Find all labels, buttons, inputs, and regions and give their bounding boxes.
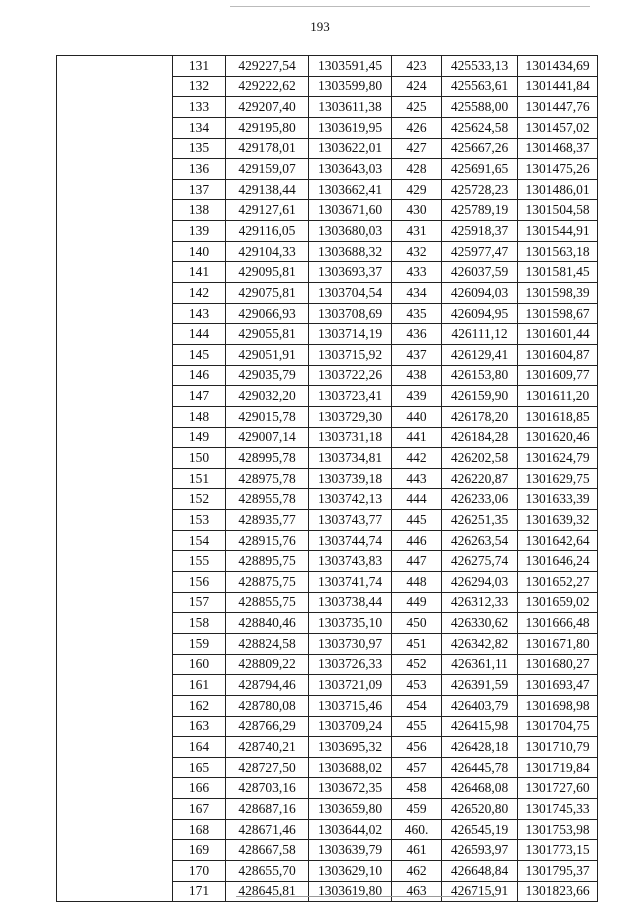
- x-coordinate-cell: 425789,19: [442, 200, 518, 221]
- x-coordinate-cell: 426715,91: [442, 881, 518, 902]
- y-coordinate-cell: 1303734,81: [309, 448, 392, 469]
- y-coordinate-cell: 1301680,27: [518, 654, 598, 675]
- point-number-cell: 453: [392, 675, 442, 696]
- point-number-cell: 134: [173, 117, 226, 138]
- y-coordinate-cell: 1301666,48: [518, 613, 598, 634]
- x-coordinate-cell: 428840,46: [226, 613, 309, 634]
- point-number-cell: 136: [173, 159, 226, 180]
- y-coordinate-cell: 1303731,18: [309, 427, 392, 448]
- point-number-cell: 139: [173, 221, 226, 242]
- x-coordinate-cell: 426220,87: [442, 468, 518, 489]
- y-coordinate-cell: 1303722,26: [309, 365, 392, 386]
- point-number-cell: 445: [392, 510, 442, 531]
- x-coordinate-cell: 425533,13: [442, 56, 518, 77]
- y-coordinate-cell: 1301652,27: [518, 572, 598, 593]
- y-coordinate-cell: 1303671,60: [309, 200, 392, 221]
- point-number-cell: 164: [173, 737, 226, 758]
- point-number-cell: 159: [173, 633, 226, 654]
- point-number-cell: 157: [173, 592, 226, 613]
- y-coordinate-cell: 1303738,44: [309, 592, 392, 613]
- x-coordinate-cell: 426468,08: [442, 778, 518, 799]
- y-coordinate-cell: 1301698,98: [518, 695, 598, 716]
- y-coordinate-cell: 1301434,69: [518, 56, 598, 77]
- x-coordinate-cell: 429095,81: [226, 262, 309, 283]
- y-coordinate-cell: 1303723,41: [309, 386, 392, 407]
- bottom-rule: [236, 896, 496, 897]
- y-coordinate-cell: 1301618,85: [518, 406, 598, 427]
- point-number-cell: 444: [392, 489, 442, 510]
- y-coordinate-cell: 1303688,02: [309, 757, 392, 778]
- point-number-cell: 153: [173, 510, 226, 531]
- x-coordinate-cell: 429032,20: [226, 386, 309, 407]
- x-coordinate-cell: 426312,33: [442, 592, 518, 613]
- point-number-cell: 144: [173, 324, 226, 345]
- y-coordinate-cell: 1303680,03: [309, 221, 392, 242]
- point-number-cell: 169: [173, 840, 226, 861]
- point-number-cell: 152: [173, 489, 226, 510]
- y-coordinate-cell: 1301693,47: [518, 675, 598, 696]
- point-number-cell: 146: [173, 365, 226, 386]
- y-coordinate-cell: 1303619,95: [309, 117, 392, 138]
- point-number-cell: 457: [392, 757, 442, 778]
- y-coordinate-cell: 1303741,74: [309, 572, 392, 593]
- point-number-cell: 167: [173, 799, 226, 820]
- y-coordinate-cell: 1301441,84: [518, 76, 598, 97]
- point-number-cell: 168: [173, 819, 226, 840]
- y-coordinate-cell: 1303662,41: [309, 179, 392, 200]
- point-number-cell: 440: [392, 406, 442, 427]
- y-coordinate-cell: 1303695,32: [309, 737, 392, 758]
- x-coordinate-cell: 428727,50: [226, 757, 309, 778]
- x-coordinate-cell: 426202,58: [442, 448, 518, 469]
- x-coordinate-cell: 426263,54: [442, 530, 518, 551]
- coordinates-table: [56, 55, 598, 902]
- x-coordinate-cell: 429222,62: [226, 76, 309, 97]
- y-coordinate-cell: 1301727,60: [518, 778, 598, 799]
- point-number-cell: 452: [392, 654, 442, 675]
- x-coordinate-cell: 426520,80: [442, 799, 518, 820]
- point-number-cell: 442: [392, 448, 442, 469]
- x-coordinate-cell: 426184,28: [442, 427, 518, 448]
- point-number-cell: 459: [392, 799, 442, 820]
- point-number-cell: 141: [173, 262, 226, 283]
- x-coordinate-cell: 428895,75: [226, 551, 309, 572]
- x-coordinate-cell: 429195,80: [226, 117, 309, 138]
- y-coordinate-cell: 1303721,09: [309, 675, 392, 696]
- y-coordinate-cell: 1301710,79: [518, 737, 598, 758]
- y-coordinate-cell: 1301609,77: [518, 365, 598, 386]
- y-coordinate-cell: 1303742,13: [309, 489, 392, 510]
- x-coordinate-cell: 428740,21: [226, 737, 309, 758]
- point-number-cell: 150: [173, 448, 226, 469]
- y-coordinate-cell: 1303619,80: [309, 881, 392, 902]
- point-number-cell: 166: [173, 778, 226, 799]
- x-coordinate-cell: 429159,07: [226, 159, 309, 180]
- x-coordinate-cell: 426403,79: [442, 695, 518, 716]
- point-number-cell: 149: [173, 427, 226, 448]
- x-coordinate-cell: 428655,70: [226, 860, 309, 881]
- point-number-cell: 145: [173, 344, 226, 365]
- x-coordinate-cell: 428855,75: [226, 592, 309, 613]
- point-number-cell: 434: [392, 283, 442, 304]
- point-number-cell: 433: [392, 262, 442, 283]
- point-number-cell: 449: [392, 592, 442, 613]
- x-coordinate-cell: 426275,74: [442, 551, 518, 572]
- y-coordinate-cell: 1301601,44: [518, 324, 598, 345]
- point-number-cell: 443: [392, 468, 442, 489]
- x-coordinate-cell: 428667,58: [226, 840, 309, 861]
- page-number: 193: [310, 19, 330, 34]
- x-coordinate-cell: 426178,20: [442, 406, 518, 427]
- x-coordinate-cell: 428935,77: [226, 510, 309, 531]
- y-coordinate-cell: 1303729,30: [309, 406, 392, 427]
- x-coordinate-cell: 429066,93: [226, 303, 309, 324]
- point-number-cell: 439: [392, 386, 442, 407]
- y-coordinate-cell: 1301447,76: [518, 97, 598, 118]
- x-coordinate-cell: 425691,65: [442, 159, 518, 180]
- x-coordinate-cell: 428809,22: [226, 654, 309, 675]
- x-coordinate-cell: 429227,54: [226, 56, 309, 77]
- x-coordinate-cell: 428780,08: [226, 695, 309, 716]
- y-coordinate-cell: 1301475,26: [518, 159, 598, 180]
- x-coordinate-cell: 426251,35: [442, 510, 518, 531]
- y-coordinate-cell: 1301581,45: [518, 262, 598, 283]
- y-coordinate-cell: 1303591,45: [309, 56, 392, 77]
- point-number-cell: 436: [392, 324, 442, 345]
- y-coordinate-cell: 1303643,03: [309, 159, 392, 180]
- point-number-cell: 162: [173, 695, 226, 716]
- y-coordinate-cell: 1303644,02: [309, 819, 392, 840]
- y-coordinate-cell: 1303693,37: [309, 262, 392, 283]
- y-coordinate-cell: 1303599,80: [309, 76, 392, 97]
- y-coordinate-cell: 1301633,39: [518, 489, 598, 510]
- point-number-cell: 424: [392, 76, 442, 97]
- y-coordinate-cell: 1303639,79: [309, 840, 392, 861]
- x-coordinate-cell: 426153,80: [442, 365, 518, 386]
- x-coordinate-cell: 426111,12: [442, 324, 518, 345]
- point-number-cell: 133: [173, 97, 226, 118]
- empty-description-cell: [57, 56, 173, 902]
- y-coordinate-cell: 1301671,80: [518, 633, 598, 654]
- point-number-cell: 447: [392, 551, 442, 572]
- point-number-cell: 132: [173, 76, 226, 97]
- point-number-cell: 143: [173, 303, 226, 324]
- x-coordinate-cell: 425728,23: [442, 179, 518, 200]
- x-coordinate-cell: 426648,84: [442, 860, 518, 881]
- x-coordinate-cell: 429051,91: [226, 344, 309, 365]
- y-coordinate-cell: 1301468,37: [518, 138, 598, 159]
- y-coordinate-cell: 1301642,64: [518, 530, 598, 551]
- y-coordinate-cell: 1301753,98: [518, 819, 598, 840]
- x-coordinate-cell: 426294,03: [442, 572, 518, 593]
- point-number-cell: 451: [392, 633, 442, 654]
- x-coordinate-cell: 426428,18: [442, 737, 518, 758]
- point-number-cell: 462: [392, 860, 442, 881]
- y-coordinate-cell: 1301624,79: [518, 448, 598, 469]
- point-number-cell: 156: [173, 572, 226, 593]
- y-coordinate-cell: 1303730,97: [309, 633, 392, 654]
- y-coordinate-cell: 1301659,02: [518, 592, 598, 613]
- point-number-cell: 137: [173, 179, 226, 200]
- point-number-cell: 160: [173, 654, 226, 675]
- y-coordinate-cell: 1301704,75: [518, 716, 598, 737]
- x-coordinate-cell: 426159,90: [442, 386, 518, 407]
- x-coordinate-cell: 429007,14: [226, 427, 309, 448]
- point-number-cell: 427: [392, 138, 442, 159]
- y-coordinate-cell: 1303714,19: [309, 324, 392, 345]
- x-coordinate-cell: 426342,82: [442, 633, 518, 654]
- point-number-cell: 423: [392, 56, 442, 77]
- x-coordinate-cell: 429178,01: [226, 138, 309, 159]
- point-number-cell: 458: [392, 778, 442, 799]
- y-coordinate-cell: 1301795,37: [518, 860, 598, 881]
- x-coordinate-cell: 429015,78: [226, 406, 309, 427]
- y-coordinate-cell: 1301598,39: [518, 283, 598, 304]
- y-coordinate-cell: 1301504,58: [518, 200, 598, 221]
- y-coordinate-cell: 1301620,46: [518, 427, 598, 448]
- y-coordinate-cell: 1303743,77: [309, 510, 392, 531]
- x-coordinate-cell: 428687,16: [226, 799, 309, 820]
- y-coordinate-cell: 1303715,92: [309, 344, 392, 365]
- x-coordinate-cell: 425918,37: [442, 221, 518, 242]
- point-number-cell: 171: [173, 881, 226, 902]
- x-coordinate-cell: 426391,59: [442, 675, 518, 696]
- y-coordinate-cell: 1301563,18: [518, 241, 598, 262]
- point-number-cell: 441: [392, 427, 442, 448]
- x-coordinate-cell: 428645,81: [226, 881, 309, 902]
- point-number-cell: 446: [392, 530, 442, 551]
- x-coordinate-cell: 426330,62: [442, 613, 518, 634]
- y-coordinate-cell: 1303688,32: [309, 241, 392, 262]
- x-coordinate-cell: 426037,59: [442, 262, 518, 283]
- y-coordinate-cell: 1301629,75: [518, 468, 598, 489]
- point-number-cell: 431: [392, 221, 442, 242]
- x-coordinate-cell: 426233,06: [442, 489, 518, 510]
- y-coordinate-cell: 1303743,83: [309, 551, 392, 572]
- x-coordinate-cell: 428975,78: [226, 468, 309, 489]
- x-coordinate-cell: 429104,33: [226, 241, 309, 262]
- coordinates-table-body: [57, 56, 598, 902]
- x-coordinate-cell: 429207,40: [226, 97, 309, 118]
- x-coordinate-cell: 425563,61: [442, 76, 518, 97]
- point-number-cell: 425: [392, 97, 442, 118]
- point-number-cell: 151: [173, 468, 226, 489]
- point-number-cell: 426: [392, 117, 442, 138]
- x-coordinate-cell: 428794,46: [226, 675, 309, 696]
- y-coordinate-cell: 1303704,54: [309, 283, 392, 304]
- x-coordinate-cell: 429035,79: [226, 365, 309, 386]
- point-number-cell: 147: [173, 386, 226, 407]
- x-coordinate-cell: 426129,41: [442, 344, 518, 365]
- x-coordinate-cell: 426094,03: [442, 283, 518, 304]
- y-coordinate-cell: 1301598,67: [518, 303, 598, 324]
- x-coordinate-cell: 428955,78: [226, 489, 309, 510]
- point-number-cell: 437: [392, 344, 442, 365]
- point-number-cell: 165: [173, 757, 226, 778]
- y-coordinate-cell: 1303739,18: [309, 468, 392, 489]
- y-coordinate-cell: 1303708,69: [309, 303, 392, 324]
- y-coordinate-cell: 1301773,15: [518, 840, 598, 861]
- x-coordinate-cell: 425977,47: [442, 241, 518, 262]
- y-coordinate-cell: 1301719,84: [518, 757, 598, 778]
- point-number-cell: 456: [392, 737, 442, 758]
- x-coordinate-cell: 428915,76: [226, 530, 309, 551]
- point-number-cell: 429: [392, 179, 442, 200]
- y-coordinate-cell: 1301823,66: [518, 881, 598, 902]
- y-coordinate-cell: 1303744,74: [309, 530, 392, 551]
- y-coordinate-cell: 1301457,02: [518, 117, 598, 138]
- x-coordinate-cell: 429075,81: [226, 283, 309, 304]
- y-coordinate-cell: 1301544,91: [518, 221, 598, 242]
- point-number-cell: 138: [173, 200, 226, 221]
- point-number-cell: 430: [392, 200, 442, 221]
- y-coordinate-cell: 1303726,33: [309, 654, 392, 675]
- point-number-cell: 158: [173, 613, 226, 634]
- x-coordinate-cell: 428671,46: [226, 819, 309, 840]
- point-number-cell: 155: [173, 551, 226, 572]
- point-number-cell: 432: [392, 241, 442, 262]
- x-coordinate-cell: 428824,58: [226, 633, 309, 654]
- y-coordinate-cell: 1303672,35: [309, 778, 392, 799]
- top-rule: [230, 6, 590, 7]
- x-coordinate-cell: 426361,11: [442, 654, 518, 675]
- point-number-cell: 170: [173, 860, 226, 881]
- point-number-cell: 161: [173, 675, 226, 696]
- y-coordinate-cell: 1301486,01: [518, 179, 598, 200]
- y-coordinate-cell: 1303629,10: [309, 860, 392, 881]
- y-coordinate-cell: 1301745,33: [518, 799, 598, 820]
- x-coordinate-cell: 426545,19: [442, 819, 518, 840]
- x-coordinate-cell: 426094,95: [442, 303, 518, 324]
- point-number-cell: 140: [173, 241, 226, 262]
- x-coordinate-cell: 428703,16: [226, 778, 309, 799]
- point-number-cell: 148: [173, 406, 226, 427]
- point-number-cell: 428: [392, 159, 442, 180]
- y-coordinate-cell: 1301639,32: [518, 510, 598, 531]
- x-coordinate-cell: 428875,75: [226, 572, 309, 593]
- table-row: [57, 56, 598, 77]
- point-number-cell: 131: [173, 56, 226, 77]
- point-number-cell: 448: [392, 572, 442, 593]
- x-coordinate-cell: 429127,61: [226, 200, 309, 221]
- x-coordinate-cell: 429116,05: [226, 221, 309, 242]
- point-number-cell: 455: [392, 716, 442, 737]
- x-coordinate-cell: 426593,97: [442, 840, 518, 861]
- x-coordinate-cell: 429055,81: [226, 324, 309, 345]
- y-coordinate-cell: 1303611,38: [309, 97, 392, 118]
- y-coordinate-cell: 1303715,46: [309, 695, 392, 716]
- y-coordinate-cell: 1301611,20: [518, 386, 598, 407]
- point-number-cell: 438: [392, 365, 442, 386]
- point-number-cell: 142: [173, 283, 226, 304]
- y-coordinate-cell: 1301646,24: [518, 551, 598, 572]
- x-coordinate-cell: 426445,78: [442, 757, 518, 778]
- y-coordinate-cell: 1303659,80: [309, 799, 392, 820]
- y-coordinate-cell: 1303709,24: [309, 716, 392, 737]
- point-number-cell: 450: [392, 613, 442, 634]
- point-number-cell: 461: [392, 840, 442, 861]
- point-number-cell: 163: [173, 716, 226, 737]
- x-coordinate-cell: 428766,29: [226, 716, 309, 737]
- x-coordinate-cell: 428995,78: [226, 448, 309, 469]
- x-coordinate-cell: 425588,00: [442, 97, 518, 118]
- point-number-cell: 154: [173, 530, 226, 551]
- y-coordinate-cell: 1303735,10: [309, 613, 392, 634]
- point-number-cell: 135: [173, 138, 226, 159]
- x-coordinate-cell: 425667,26: [442, 138, 518, 159]
- point-number-cell: 463: [392, 881, 442, 902]
- point-number-cell: 435: [392, 303, 442, 324]
- point-number-cell: 460.: [392, 819, 442, 840]
- x-coordinate-cell: 426415,98: [442, 716, 518, 737]
- x-coordinate-cell: 425624,58: [442, 117, 518, 138]
- x-coordinate-cell: 429138,44: [226, 179, 309, 200]
- point-number-cell: 454: [392, 695, 442, 716]
- y-coordinate-cell: 1303622,01: [309, 138, 392, 159]
- y-coordinate-cell: 1301604,87: [518, 344, 598, 365]
